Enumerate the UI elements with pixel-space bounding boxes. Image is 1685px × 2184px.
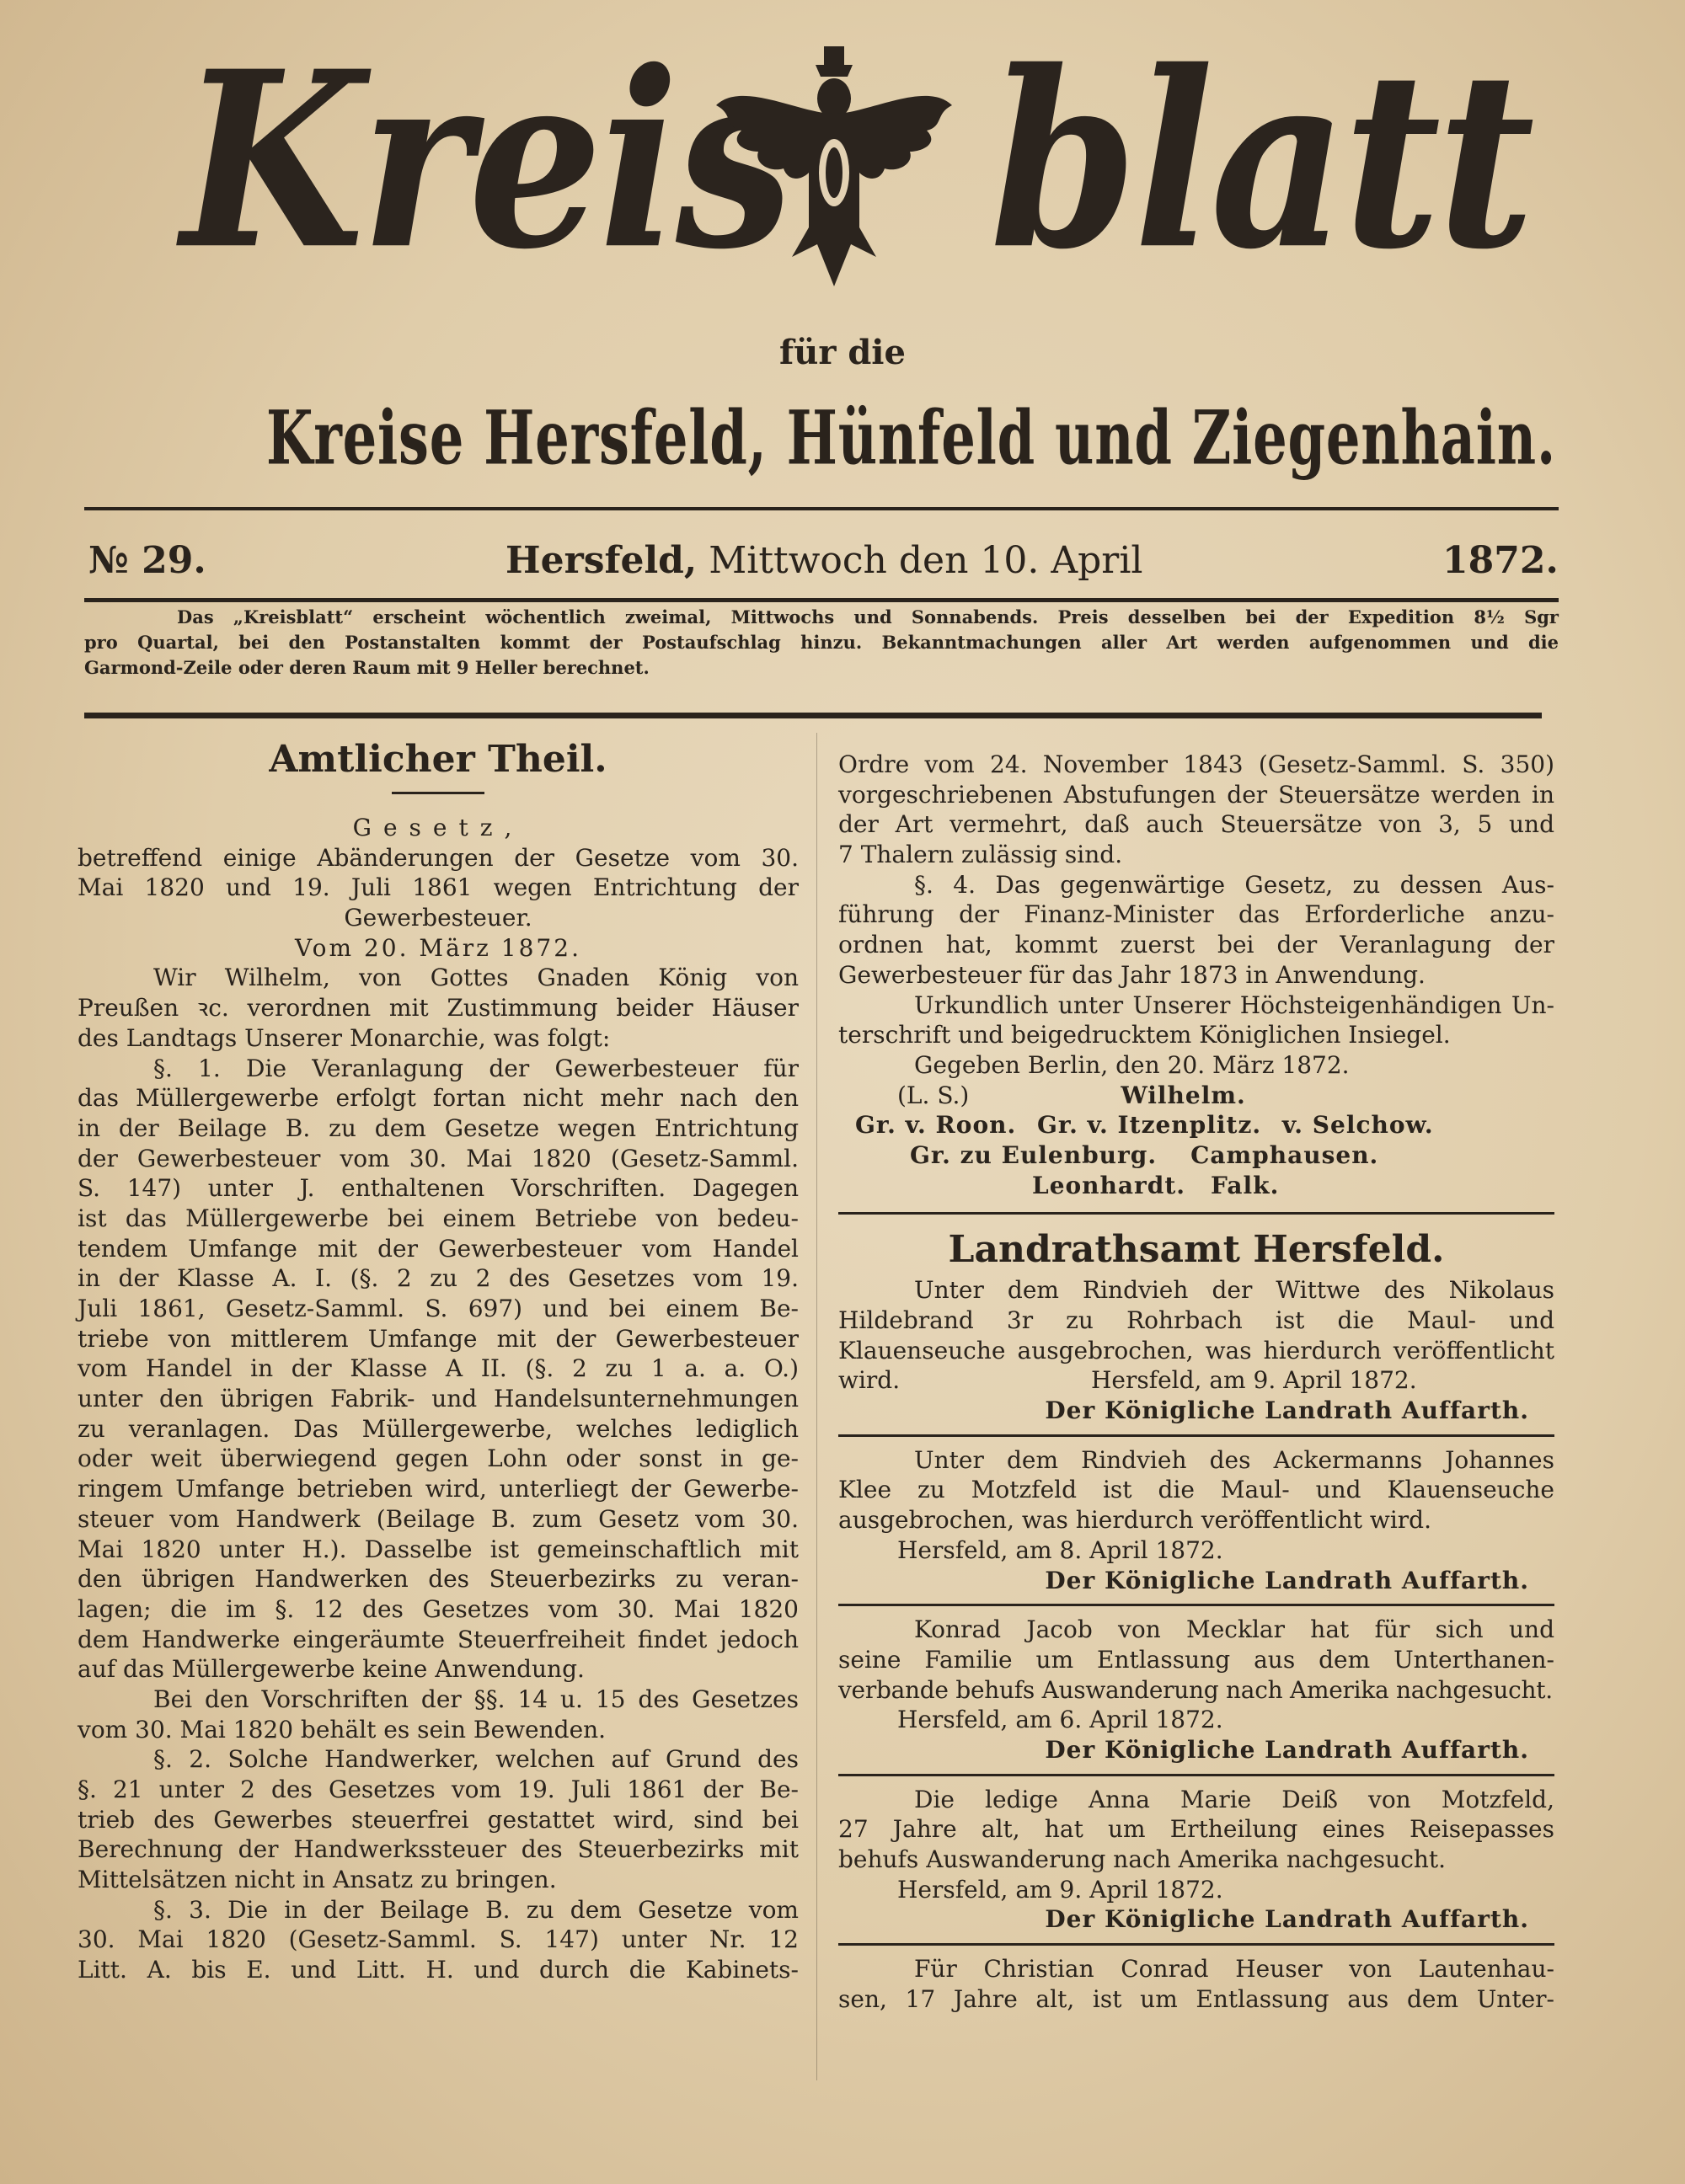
ministers-line — [838, 1171, 1554, 1201]
notice-date: Hersfeld, am 9. April 1872. — [1091, 1366, 1417, 1395]
notice-item — [838, 1275, 1554, 1436]
body-line: ringem Umfange betrieben wird, unterliegt der Gewerbe- — [78, 1475, 799, 1503]
body-line: Bei den Vorschriften der §§. 14 u. 15 des Gesetzes — [153, 1685, 799, 1713]
masthead-fuer-die: für die — [779, 333, 906, 372]
body-line: unter den übrigen Fabrik- und Handelsunternehmungen — [78, 1385, 799, 1413]
ministers-line — [838, 1140, 1554, 1171]
ministers-line — [838, 1110, 1554, 1140]
notice-line: Das „Kreisblatt“ erscheint wöchentlich zweimal, Mittwochs und Sonnabends. Preis desselben bei der Expedition 8½ Sgr — [177, 606, 1559, 627]
body-line: terschrift und beigedrucktem Königlichen Insiegel. — [838, 1021, 1451, 1049]
column-divider — [816, 733, 817, 2080]
issue-weekday-date: Mittwoch den 10. April — [709, 539, 1143, 582]
notice-line: wird. Hersfeld, am 9. April 1872. — [838, 1366, 1417, 1395]
section-heading-amtlicher-theil: Amtlicher Theil. — [269, 738, 607, 781]
issue-number: № 29. — [88, 539, 206, 582]
notice-line: ausgebrochen, was hierdurch veröffentlicht wird. — [838, 1506, 1431, 1535]
body-line: des Landtags Unserer Monarchie, was folgt: — [78, 1023, 611, 1052]
body-line: betreffend einige Abänderungen der Gesetze vom 30. — [78, 843, 799, 872]
minister-name: v. Selchow. — [1281, 1111, 1434, 1140]
body-line: steuer vom Handwerk (Beilage B. zum Gesetz vom 30. — [78, 1504, 799, 1533]
notice-signature: Der Königliche Landrath Auffarth. — [1045, 1905, 1529, 1934]
body-line: §. 21 unter 2 des Gesetzes vom 19. Juli 1861 der Be- — [78, 1776, 799, 1803]
divider-thick — [84, 713, 1542, 718]
body-line: der Art vermehrt, daß auch Steuersätze von 3, 5 und — [838, 810, 1554, 839]
minister-name: Gr. zu Eulenburg. — [910, 1140, 1158, 1169]
right-column — [838, 750, 1554, 2014]
notice-line: Die ledige Anna Marie Deiß von Motzfeld, — [914, 1785, 1554, 1813]
minister-name: Camphausen. — [1190, 1140, 1379, 1169]
body-line: 30. Mai 1820 (Gesetz-Samml. S. 147) unter Nr. 12 — [78, 1925, 799, 1954]
body-line: in der Klasse A. I. (§. 2 zu 2 des Gesetzes vom 19. — [78, 1264, 799, 1293]
notice-line: 27 Jahre alt, hat um Ertheilung eines Reisepasses — [838, 1815, 1554, 1844]
notice-line: Hildebrand 3r zu Rohrbach ist die Maul- und — [838, 1306, 1554, 1334]
divider — [838, 1212, 1554, 1215]
body-line: triebe von mittlerem Umfange mit der Gewerbesteuer — [78, 1324, 799, 1353]
section-heading-landrathsamt: Landrathsamt Hersfeld. — [948, 1228, 1445, 1272]
notice-line: Für Christian Conrad Heuser von Lautenhau- — [914, 1955, 1554, 1984]
body-line: vom Handel in der Klasse A II. (§. 2 zu 1 a. a. O.) — [78, 1354, 799, 1383]
body-line: vorgeschriebenen Abstufungen der Steuersätze werden in — [838, 780, 1554, 809]
body-line: 7 Thalern zulässig sind. — [838, 841, 1123, 869]
body-line: Gewerbesteuer für das Jahr 1873 in Anwendung. — [838, 960, 1426, 989]
body-line: Berechnung der Handwerkssteuer des Steuerbezirks mit — [78, 1835, 799, 1864]
masthead-title-right: blatt — [990, 17, 1532, 303]
notice-line: Garmond-Zeile oder deren Raum mit 9 Heller berechnet. — [84, 657, 650, 678]
notice-date: Hersfeld, am 8. April 1872. — [897, 1535, 1223, 1564]
notice-date: Hersfeld, am 9. April 1872. — [897, 1875, 1223, 1904]
divider — [84, 507, 1559, 510]
minister-name: Gr. v. Itzenplitz. — [1037, 1111, 1262, 1140]
body-line: Juli 1861, Gesetz-Samml. S. 697) und bei einem Be- — [78, 1295, 799, 1322]
body-line: ist das Müllergewerbe bei einem Betriebe von bedeu- — [78, 1204, 799, 1232]
notice-line: verbande behufs Auswanderung nach Amerika nachgesucht. — [838, 1675, 1553, 1704]
notice-line: pro Quartal, bei den Postanstalten kommt der Postaufschlag hinzu. Bekanntmachungen aller Art werden aufgenommen und die — [84, 632, 1559, 653]
heading-divider — [392, 792, 484, 794]
body-line: Litt. A. bis E. und Litt. H. und durch die Kabinets- — [78, 1956, 799, 1984]
body-line: §. 2. Solche Handwerker, welchen auf Grund des — [153, 1745, 799, 1774]
body-line: vom 30. Mai 1820 behält es sein Bewenden. — [78, 1715, 607, 1743]
notice-line: Konrad Jacob von Mecklar hat für sich und — [914, 1615, 1554, 1644]
notice-item — [838, 1785, 1554, 1946]
body-line: der Gewerbesteuer vom 30. Mai 1820 (Gesetz-Samml. — [78, 1144, 799, 1172]
minister-name: Falk. — [1211, 1171, 1280, 1199]
divider — [838, 1434, 1554, 1437]
masthead-subtitle: Kreise Hersfeld, Hünfeld und Ziegenhain. — [266, 393, 1556, 482]
body-line: Wir Wilhelm, von Gottes Gnaden König von — [153, 964, 799, 992]
body-line: Ordre vom 24. November 1843 (Gesetz-Samml. S. 350) — [838, 750, 1554, 778]
body-line: auf das Müllergewerbe keine Anwendung. — [78, 1655, 585, 1684]
notice-item — [838, 1954, 1554, 2014]
notice-item — [838, 1445, 1554, 1606]
body-line: dem Handwerke eingeräumte Steuerfreiheit findet jedoch — [78, 1625, 799, 1653]
body-line: Mittelsätzen nicht in Ansatz zu bringen. — [78, 1866, 557, 1894]
left-column — [78, 734, 799, 1985]
body-line: trieb des Gewerbes steuerfrei gestattet wird, sind bei — [78, 1805, 799, 1834]
notice-date: Hersfeld, am 6. April 1872. — [897, 1706, 1223, 1734]
notice-signature: Der Königliche Landrath Auffarth. — [1045, 1566, 1529, 1594]
body-line: führung der Finanz-Minister das Erforderliche anzu- — [838, 900, 1554, 929]
body-line: Gegeben Berlin, den 20. März 1872. — [914, 1050, 1350, 1079]
notice-line: sen, 17 Jahre alt, ist um Entlassung aus dem Unter- — [838, 1984, 1554, 2013]
body-line: Preußen ꝛc. verordnen mit Zustimmung beider Häuser — [78, 994, 799, 1023]
notice-line: Klauenseuche ausgebrochen, was hierdurch veröffentlicht — [838, 1336, 1554, 1364]
notice-line: seine Familie um Entlassung aus dem Unterthanen- — [838, 1645, 1554, 1674]
notice-signature: Der Königliche Landrath Auffarth. — [1045, 1396, 1529, 1425]
notice-line: Klee zu Motzfeld ist die Maul- und Klauenseuche — [838, 1476, 1554, 1504]
body-line: lagen; die im §. 12 des Gesetzes vom 30. Mai 1820 — [78, 1594, 799, 1623]
body-line: Vom 20. März 1872. — [295, 933, 581, 962]
body-line: oder weit überwiegend gegen Lohn oder sonst in ge- — [78, 1444, 799, 1473]
body-line: in der Beilage B. zu dem Gesetze wegen Entrichtung — [78, 1113, 799, 1142]
notice-line: Unter dem Rindvieh des Ackermanns Johannes — [914, 1445, 1554, 1474]
divider — [838, 1943, 1554, 1946]
notice-line: behufs Auswanderung nach Amerika nachgesucht. — [838, 1845, 1447, 1873]
notice-line: Unter dem Rindvieh der Wittwe des Nikolaus — [914, 1276, 1554, 1305]
divider — [838, 1774, 1554, 1776]
minister-name: Leonhardt. — [1032, 1171, 1186, 1199]
issue-date — [506, 539, 1142, 590]
body-line: §. 4. Das gegenwärtige Gesetz, zu dessen Aus- — [914, 870, 1554, 899]
masthead-title-left: Kreis — [181, 17, 791, 303]
notice-item — [838, 1615, 1554, 1776]
body-line: Mai 1820 und 19. Juli 1861 wegen Entrichtung der — [78, 873, 799, 902]
body-line: den übrigen Handwerken des Steuerbezirks zu veran- — [78, 1565, 799, 1594]
signature-line-king — [838, 1081, 1554, 1111]
king-signature: Wilhelm. — [1121, 1081, 1246, 1109]
body-line: das Müllergewerbe erfolgt fortan nicht mehr nach den — [78, 1084, 799, 1113]
prussian-eagle-icon — [708, 46, 960, 291]
body-line: §. 3. Die in der Beilage B. zu dem Gesetze vom — [153, 1895, 799, 1924]
body-line: zu veranlagen. Das Müllergewerbe, welches lediglich — [78, 1414, 799, 1443]
law-title: Gesetz, — [352, 814, 524, 841]
body-line: Gewerbesteuer. — [344, 904, 532, 932]
body-line: §. 1. Die Veranlagung der Gewerbesteuer für — [153, 1054, 799, 1082]
seal-mark: (L. S.) — [897, 1081, 970, 1109]
body-line: ordnen hat, kommt zuerst bei der Veranlagung der — [838, 931, 1554, 959]
body-line: Urkundlich unter Unserer Höchsteigenhändigen Un- — [914, 991, 1554, 1019]
notice-signature: Der Königliche Landrath Auffarth. — [1045, 1735, 1529, 1764]
body-line: tendem Umfange mit der Gewerbesteuer vom Handel — [78, 1234, 799, 1263]
issue-year: 1872. — [1442, 539, 1559, 582]
body-line: S. 147) unter J. enthaltenen Vorschriften. Dagegen — [78, 1174, 799, 1203]
divider — [838, 1604, 1554, 1606]
issue-place: Hersfeld, — [506, 539, 698, 582]
minister-name: Gr. v. Roon. — [855, 1111, 1017, 1140]
body-line: Mai 1820 unter H.). Dasselbe ist gemeinschaftlich mit — [78, 1535, 799, 1563]
divider — [84, 598, 1559, 602]
publication-notice — [84, 605, 1559, 681]
